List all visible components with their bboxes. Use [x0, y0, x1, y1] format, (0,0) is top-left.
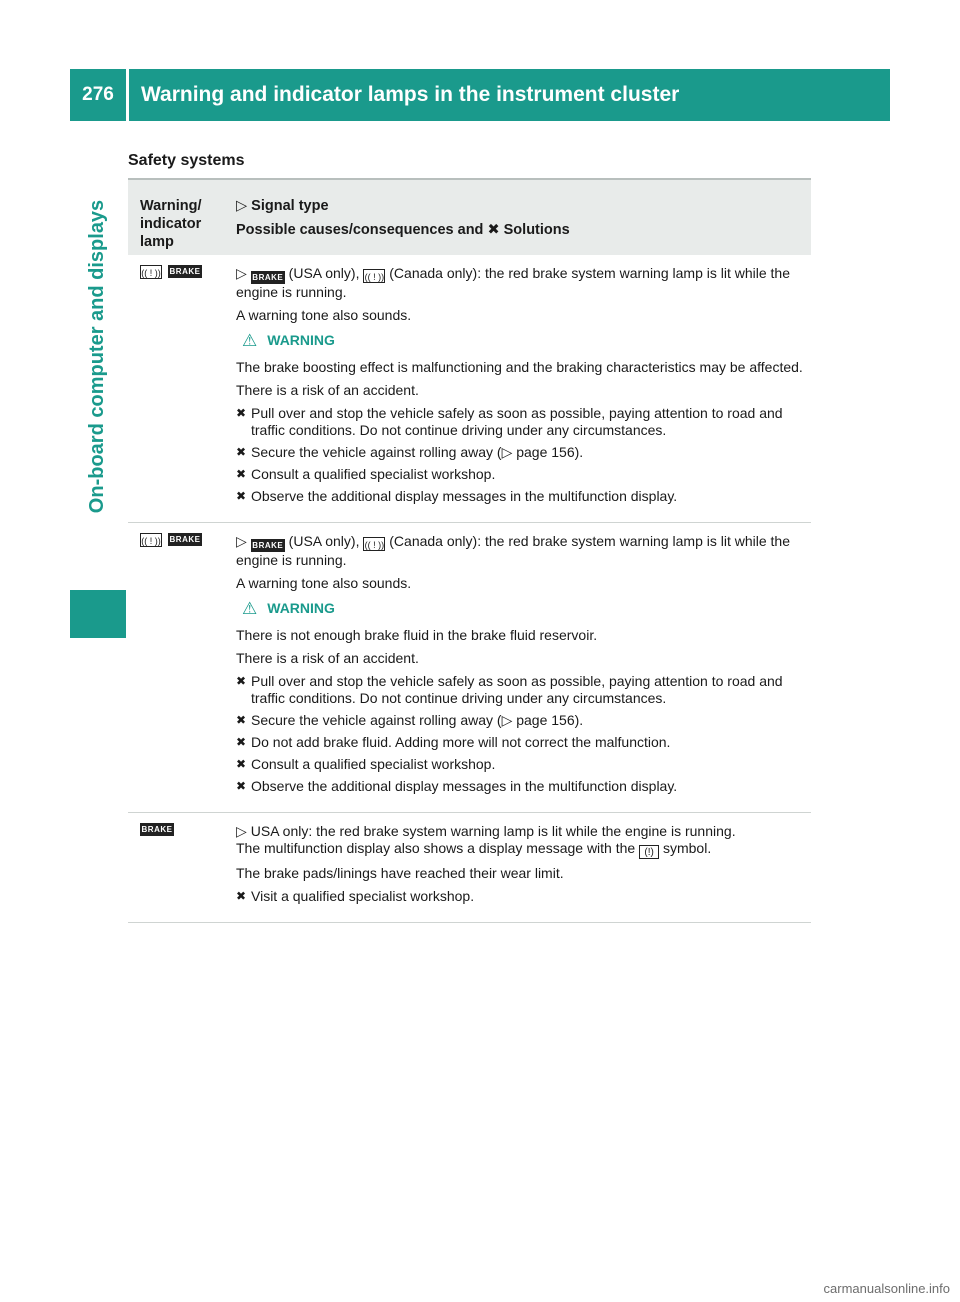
row1-signal: [236, 265, 807, 301]
side-tab: [70, 126, 126, 586]
list-item: [236, 712, 807, 729]
solution-x-icon: ✖: [236, 406, 247, 420]
page-header-title: Warning and indicator lamps in the instrument cluster: [129, 69, 890, 121]
header-causes-label: Possible causes/consequences and: [236, 222, 488, 238]
list-item: [236, 673, 807, 707]
row1-warning: [242, 332, 807, 349]
bullet-text: Do not add brake fluid. Adding more will not correct the malfunction.: [251, 734, 671, 750]
lamp-table: [128, 178, 811, 923]
warning-triangle-icon: ⚠: [242, 599, 258, 618]
header-signal-column: [224, 180, 811, 255]
brake-circle-icon: (( ! )): [363, 537, 385, 551]
brake-pad-icon: (!): [639, 845, 659, 859]
row3-content: [224, 813, 811, 922]
bullet-text: Observe the additional display messages in the multifunction display.: [251, 778, 678, 794]
brake-icon: BRAKE: [169, 267, 201, 276]
bullet-text: Pull over and stop the vehicle safely as soon as possible, paying attention to road and traffic conditions. Do not continue driving under any circumstances.: [251, 405, 783, 438]
row3-l1: USA only: the red brake system warning lamp is lit while the engine is running.: [250, 823, 736, 839]
brake-circle-icon: (( ! )): [140, 265, 162, 279]
header-signal-label: Signal type: [251, 198, 329, 214]
page-number: 276: [70, 69, 126, 121]
row2-w1: There is not enough brake fluid in the brake fluid reservoir.: [236, 627, 598, 643]
watermark: carmanualsonline.info: [823, 1281, 950, 1296]
header-lamp-l3: lamp: [140, 234, 174, 250]
row3-l2b: symbol.: [662, 840, 712, 856]
table-row: [128, 255, 811, 523]
section-title: Safety systems: [128, 152, 245, 169]
row3-l3: The brake pads/linings have reached their wear limit.: [236, 865, 564, 881]
header-signal-type: [236, 197, 811, 215]
row2-usa: (USA only),: [288, 533, 360, 549]
bullet-text: Secure the vehicle against rolling away (▷ page 156).: [251, 712, 584, 728]
signal-triangle-icon: ▷: [236, 198, 248, 214]
signal-triangle-icon: ▷: [236, 533, 247, 549]
list-item: [236, 734, 807, 751]
signal-triangle-icon: ▷: [236, 823, 247, 839]
solution-x-icon: ✖: [487, 222, 500, 238]
solution-x-icon: ✖: [236, 467, 247, 481]
row1-w2: There is a risk of an accident.: [236, 382, 419, 398]
row2-desc: (Canada only): the red brake system warning lamp is lit while the engine is running.: [236, 533, 791, 568]
bullet-text: Pull over and stop the vehicle safely as soon as possible, paying attention to road and traffic conditions. Do not continue driving under any circumstances.: [251, 673, 783, 706]
list-item: [236, 405, 807, 439]
brake-circle-icon: (( ! )): [140, 533, 162, 547]
row3-l2: [236, 840, 807, 859]
brake-icon: BRAKE: [252, 541, 284, 550]
row1-usa: (USA only),: [288, 265, 360, 281]
row1-lamps: [128, 255, 224, 522]
bullet-text: Consult a qualified specialist workshop.: [251, 466, 496, 482]
row1-w1: The brake boosting effect is malfunctioning and the braking characteristics may be affected.: [236, 359, 803, 375]
row3-signal: [236, 823, 807, 840]
brake-icon: BRAKE: [252, 273, 284, 282]
bullet-text: Observe the additional display messages in the multifunction display.: [251, 488, 678, 504]
table-row: [128, 523, 811, 813]
side-tab-block: [70, 590, 126, 638]
signal-triangle-icon: ▷: [236, 265, 247, 281]
solution-x-icon: ✖: [236, 779, 247, 793]
header-lamp-l1: Warning/: [140, 198, 202, 214]
header-lamp-l2: indicator: [140, 216, 202, 232]
row1-desc: (Canada only): the red brake system warning lamp is lit while the engine is running.: [236, 265, 791, 300]
list-item: [236, 778, 807, 795]
list-item: [236, 488, 807, 505]
row1-tone: A warning tone also sounds.: [236, 307, 412, 323]
warning-label: WARNING: [267, 600, 335, 616]
row2-signal: [236, 533, 807, 569]
row2-warning: [242, 600, 807, 617]
solution-x-icon: ✖: [236, 735, 247, 749]
solution-x-icon: ✖: [236, 674, 247, 688]
side-tab-label: On-board computer and displays: [86, 199, 109, 513]
warning-triangle-icon: ⚠: [242, 331, 258, 350]
bullet-text: Visit a qualified specialist workshop.: [251, 888, 475, 904]
bullet-text: Secure the vehicle against rolling away (▷ page 156).: [251, 444, 584, 460]
solution-x-icon: ✖: [236, 757, 247, 771]
row2-content: [224, 523, 811, 812]
row3-lamps: [128, 813, 224, 922]
solution-x-icon: ✖: [236, 489, 247, 503]
table-row: [128, 813, 811, 923]
row2-w2: There is a risk of an accident.: [236, 650, 419, 666]
brake-circle-icon: (( ! )): [363, 269, 385, 283]
list-item: [236, 756, 807, 773]
row2-tone: A warning tone also sounds.: [236, 575, 412, 591]
header-causes: [236, 221, 811, 239]
list-item: [236, 444, 807, 461]
brake-icon: BRAKE: [141, 825, 173, 834]
header-lamp-column: [128, 180, 224, 255]
header-solutions-label: Solutions: [503, 222, 570, 238]
table-header: [128, 178, 811, 255]
solution-x-icon: ✖: [236, 445, 247, 459]
row1-content: [224, 255, 811, 522]
row2-lamps: [128, 523, 224, 812]
solution-x-icon: ✖: [236, 713, 247, 727]
list-item: [236, 888, 807, 905]
solution-x-icon: ✖: [236, 889, 247, 903]
bullet-text: Consult a qualified specialist workshop.: [251, 756, 496, 772]
list-item: [236, 466, 807, 483]
row3-l2a: The multifunction display also shows a display message with the: [236, 840, 636, 856]
brake-icon: BRAKE: [169, 535, 201, 544]
warning-label: WARNING: [267, 332, 335, 348]
